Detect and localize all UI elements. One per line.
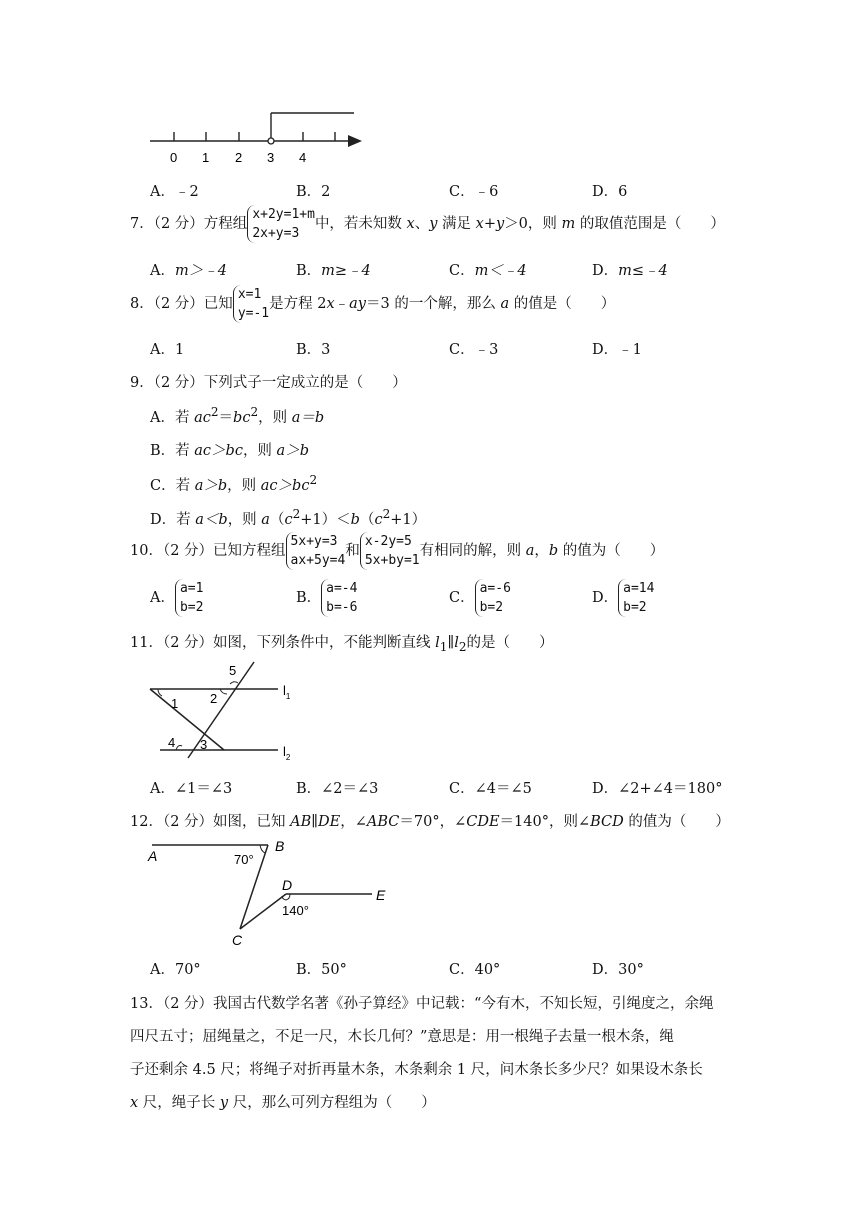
q10-and: 和 xyxy=(345,543,360,559)
q10-system-2 xyxy=(360,532,420,570)
q8-prefix: 8．（2 分）已知 xyxy=(130,296,233,312)
q12-angle-d: 140° xyxy=(282,903,309,918)
q7-option-c-label: C． xyxy=(449,263,475,279)
q7-option-b-text: m≥﹣4 xyxy=(321,263,371,279)
q10-a-line1: a=1 xyxy=(179,581,204,596)
q11-l2-sub: 2 xyxy=(458,639,467,654)
q7-var-x: x xyxy=(406,216,415,232)
q12-angle-b: 70° xyxy=(234,852,254,867)
q10-sys1-eq1: 5x+y=3 xyxy=(290,534,338,549)
q9-a-result: a＝b xyxy=(291,409,325,426)
q10-b-label: B． xyxy=(296,590,322,606)
q9-option-d[interactable] xyxy=(150,507,426,529)
q9-c-result: ac＞bc xyxy=(260,477,310,494)
q13-line-2: 四尺五寸；屈绳量之，不足一尺，木长几何？”意思是：用一根绳子去量一根木条，绳 xyxy=(130,1029,674,1045)
tick-label-3: 3 xyxy=(267,150,275,165)
q13-var-x: x xyxy=(130,1095,139,1111)
q10-system-1 xyxy=(286,532,346,570)
q9-c-label: C．若 xyxy=(150,477,195,494)
q7-text-d: ＞0，则 xyxy=(504,216,562,232)
q9-d-sup1: 2 xyxy=(292,507,301,521)
q10-d-label: D． xyxy=(592,590,619,606)
q7-option-b[interactable] xyxy=(296,259,371,280)
q9-b-mid: ，则 xyxy=(242,443,277,459)
q9-a-ac: ac xyxy=(194,409,211,426)
q10-sys1-eq2: ax+5y=4 xyxy=(290,553,346,568)
q6-option-a[interactable]: A．﹣2 xyxy=(150,184,199,200)
q12-point-b: B xyxy=(275,838,285,854)
q7-eq1: x+2y=1+m xyxy=(252,207,315,222)
q12-option-c[interactable]: C．40° xyxy=(449,962,501,978)
q8-var-x: x xyxy=(326,296,335,312)
q9-d-b: b xyxy=(350,511,360,528)
q10-a-line2: b=2 xyxy=(179,600,204,615)
number-line-figure xyxy=(140,104,370,166)
q12-text-2: ＝70°，∠ xyxy=(399,814,467,830)
q11-angle-4: 4 xyxy=(168,735,176,750)
q10-sys2-eq2: 5x+by=1 xyxy=(364,553,420,568)
q7-text-a: 中，若未知数 xyxy=(314,216,407,232)
q9-a-sup1: 2 xyxy=(210,405,219,419)
q9-a-eq: ＝ xyxy=(218,409,234,426)
q12-text-1: ，∠ xyxy=(340,814,367,830)
q11-fig-l1-sub: 1 xyxy=(285,692,291,701)
q12-point-e: E xyxy=(376,887,386,903)
q8-option-c[interactable]: C．﹣3 xyxy=(449,342,499,358)
q9-option-b[interactable] xyxy=(150,439,309,460)
q11-parallel: ∥ xyxy=(447,635,455,651)
q9-d-t3: （ xyxy=(359,511,375,528)
q7-option-a[interactable] xyxy=(150,259,227,280)
q9-d-a: a xyxy=(261,511,270,528)
q11-fig-l1: l xyxy=(283,683,286,698)
tick-label-4: 4 xyxy=(299,150,307,165)
q9-d-mid: ，则 xyxy=(227,511,262,528)
q7-text-b: 、 xyxy=(414,216,430,232)
q8-eq2: y=-1 xyxy=(237,306,270,321)
q10-d-line1: a=14 xyxy=(623,581,655,596)
q12-prefix: 12．（2 分）如图，已知 xyxy=(130,814,291,830)
q10-a-label: A． xyxy=(150,590,175,606)
q11-l1: l xyxy=(435,635,440,651)
q9-b-label: B．若 xyxy=(150,443,195,459)
q6-option-b[interactable]: B．2 xyxy=(296,184,331,200)
q9-c-mid: ，则 xyxy=(227,477,261,494)
q12-de: DE xyxy=(318,814,341,830)
q10-d-line2: b=2 xyxy=(623,600,647,615)
tick-label-2: 2 xyxy=(235,150,243,165)
q8-var-a: a xyxy=(500,296,510,312)
q7-option-a-text: m＞﹣4 xyxy=(174,263,227,279)
q11-figure xyxy=(140,658,310,770)
q12-suffix: 的值为（ ） xyxy=(623,814,730,830)
q11-option-d[interactable]: D．∠2+∠4＝180° xyxy=(592,781,723,797)
q11-line-l1-label xyxy=(283,683,291,701)
q10-sys2-eq1: x-2y=5 xyxy=(364,534,412,549)
q10-stem xyxy=(130,532,664,570)
q7-var-m: m xyxy=(561,216,576,232)
q11-l2: l xyxy=(454,635,459,651)
q7-var-y: y xyxy=(429,216,438,232)
q6-option-c[interactable]: C．﹣6 xyxy=(449,184,499,200)
q8-text-b: ＝3 的一个解，那么 xyxy=(366,296,501,312)
q9-option-a[interactable] xyxy=(150,405,324,427)
q7-text-c: 满足 xyxy=(437,216,476,232)
q9-a-bc: bc xyxy=(233,409,251,426)
q9-a-mid: ，则 xyxy=(258,409,292,426)
q8-eq1: x=1 xyxy=(237,287,262,302)
q11-angle-5: 5 xyxy=(229,663,237,678)
q12-ab: AB xyxy=(290,814,312,830)
q8-text-c: 的值是（ ） xyxy=(509,296,616,312)
q7-option-b-label: B． xyxy=(296,263,322,279)
tick-label-0: 0 xyxy=(170,150,178,165)
q12-abc: ABC xyxy=(366,814,400,830)
q9-b-cond: ac＞bc xyxy=(194,443,243,459)
q9-d-cond: a＜b xyxy=(195,511,228,528)
q7-option-d[interactable] xyxy=(592,259,668,280)
q10-b-system xyxy=(321,579,357,617)
q11-stem xyxy=(130,631,554,654)
q11-suffix: 的是（ ） xyxy=(466,635,554,651)
q11-line-l2-label xyxy=(283,744,291,762)
q10-text-a: 有相同的解，则 xyxy=(419,543,526,559)
q12-point-c: C xyxy=(232,932,243,948)
q8-option-a[interactable]: A．1 xyxy=(150,342,185,358)
q12-stem xyxy=(130,810,730,831)
q11-fig-l2-sub: 2 xyxy=(285,753,291,762)
q10-var-a: a xyxy=(525,543,535,559)
q12-bcd: BCD xyxy=(590,814,624,830)
tick-label-1: 1 xyxy=(202,150,210,165)
q11-angle-2: 2 xyxy=(210,691,218,706)
q11-angle-3: 3 xyxy=(200,737,208,752)
q10-comma: ， xyxy=(534,543,549,559)
q13-text-a: 尺，绳子长 xyxy=(138,1095,220,1111)
q9-d-t2: +1）＜ xyxy=(300,511,351,528)
q12-option-a[interactable]: A．70° xyxy=(150,962,201,978)
q10-b-line1: a=-4 xyxy=(326,581,358,596)
q7-option-a-label: A． xyxy=(150,263,175,279)
q8-stem xyxy=(130,285,615,323)
q10-var-b: b xyxy=(548,543,559,559)
q7-option-d-label: D． xyxy=(592,263,619,279)
q12-point-a: A xyxy=(148,848,158,864)
q9-stem: 9．（2 分）下列式子一定成立的是（ ） xyxy=(130,375,407,391)
q7-option-d-text: m≤﹣4 xyxy=(618,263,668,279)
q7-eq2: 2x+y=3 xyxy=(252,226,300,241)
q12-cde: CDE xyxy=(466,814,500,830)
q12-text-3: ＝140°，则∠ xyxy=(499,814,591,830)
q7-option-c-text: m＜﹣4 xyxy=(474,263,527,279)
q9-d-c2: c xyxy=(374,511,383,528)
q9-d-label: D．若 xyxy=(150,511,196,528)
q12-point-d: D xyxy=(282,877,293,893)
q13-line-1: 13．（2 分）我国古代数学名著《孙子算经》中记载：“今有木，不知长短，引绳度之，余绳 xyxy=(130,996,714,1012)
q13-line-3: 子还剩余 4.5 尺；将绳子对折再量木条，木条剩余 1 尺，问木条长多少尺？如果设木条长 xyxy=(130,1062,703,1078)
q10-option-c[interactable] xyxy=(449,579,511,617)
q9-a-sup2: 2 xyxy=(250,405,259,419)
q10-c-system xyxy=(475,579,511,617)
q13-line-4 xyxy=(130,1091,436,1112)
q12-option-d[interactable]: D．30° xyxy=(592,962,644,978)
q9-d-t4: +1） xyxy=(390,511,427,528)
q8-minus: ﹣ xyxy=(334,296,350,312)
q7-option-c[interactable] xyxy=(449,259,527,280)
q9-c-sup: 2 xyxy=(309,473,318,487)
q8-text-a: 是方程 2 xyxy=(269,296,327,312)
q7-condition: x+y xyxy=(475,216,505,232)
q11-prefix: 11．（2 分）如图，下列条件中，不能判断直线 xyxy=(130,635,436,651)
q10-option-b[interactable] xyxy=(296,579,357,617)
q10-c-line2: b=2 xyxy=(479,600,504,615)
q7-prefix: 7．（2 分）方程组 xyxy=(130,216,248,232)
q9-d-sup2: 2 xyxy=(382,507,391,521)
q8-option-d[interactable]: D．﹣1 xyxy=(592,342,642,358)
q11-option-c[interactable]: C．∠4＝∠5 xyxy=(449,781,532,797)
q10-option-a[interactable] xyxy=(150,579,203,617)
q12-parallel: ∥ xyxy=(311,814,318,830)
q8-solution-system xyxy=(233,285,269,323)
q6-option-d[interactable]: D．6 xyxy=(592,184,628,200)
q11-option-b[interactable]: B．∠2＝∠3 xyxy=(296,781,379,797)
q10-prefix: 10．（2 分）已知方程组 xyxy=(130,543,286,559)
q11-angle-1: 1 xyxy=(171,696,179,711)
q9-d-t1: （ xyxy=(269,511,285,528)
q11-fig-l2: l xyxy=(283,744,286,759)
q10-c-label: C． xyxy=(449,590,475,606)
q10-a-system xyxy=(175,579,203,617)
q9-a-label: A．若 xyxy=(150,409,195,426)
q8-var-ay: ay xyxy=(349,296,366,312)
q9-option-c[interactable] xyxy=(150,473,317,495)
q7-stem xyxy=(130,205,725,243)
q12-option-b[interactable]: B．50° xyxy=(296,962,347,978)
q9-b-result: a＞b xyxy=(276,443,309,459)
q10-option-d[interactable] xyxy=(592,579,654,617)
q7-equation-system xyxy=(247,205,315,243)
q12-figure xyxy=(140,834,400,950)
q9-c-cond: a＞b xyxy=(194,477,228,494)
q10-c-line1: a=-6 xyxy=(479,581,511,596)
q13-var-y: y xyxy=(219,1095,229,1111)
q10-d-system xyxy=(618,579,654,617)
q11-l1-sub: 1 xyxy=(439,639,448,654)
q7-text-e: 的取值范围是（ ） xyxy=(575,216,725,232)
q10-text-b: 的值为（ ） xyxy=(558,543,665,559)
q9-d-c1: c xyxy=(284,511,293,528)
q10-b-line2: b=-6 xyxy=(326,600,358,615)
q13-text-b: 尺，那么可列方程组为（ ） xyxy=(228,1095,436,1111)
q11-option-a[interactable]: A．∠1＝∠3 xyxy=(150,781,233,797)
q8-option-b[interactable]: B．3 xyxy=(296,342,331,358)
